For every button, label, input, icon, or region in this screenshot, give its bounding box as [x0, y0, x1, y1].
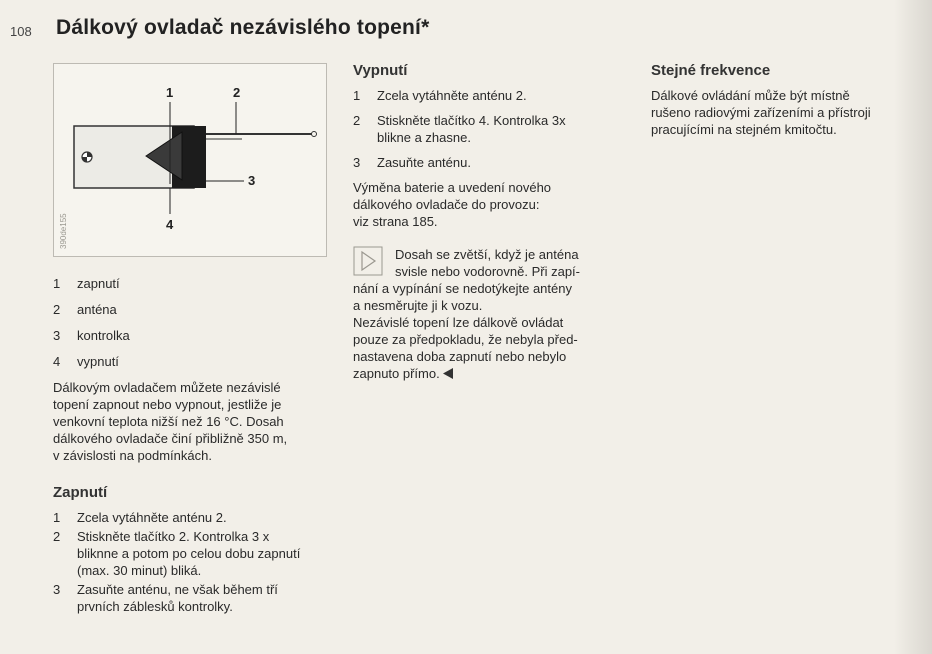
- step-item: 2 Stiskněte tlačítko 4. Kontrolka 3x blikne a zhasne.: [353, 113, 566, 145]
- note-paragraph: Dosah se zvětší, když je anténa svisle nebo vodorovně. Při zapí- nání a vypínání se nedotýkejte antény a nesměrujte ji k vozu. Nezávislé topení lze dálkově ovládat pouze za předpokladu, že nebyla před- nastavena doba zapnutí nebo nebylo zapnuto přímo.: [353, 247, 580, 381]
- right-column: [651, 62, 901, 138]
- remote-control-figure: [53, 63, 327, 257]
- step-item: 3 Zasuňte anténu.: [353, 155, 471, 170]
- legend-item: 1 zapnutí: [53, 276, 120, 291]
- step-item: 1 Zcela vytáhněte anténu 2.: [53, 510, 227, 525]
- figure-code: 390de155: [59, 213, 68, 249]
- legend-item: 4 vypnutí: [53, 354, 119, 369]
- step-item: 3 Zasuňte anténu, ne však během tří prvních záblesků kontrolky.: [53, 582, 278, 614]
- vypnuti-steps: [353, 87, 625, 171]
- battery-paragraph: Výměna baterie a uvedení nového dálkového ovladače do provozu: viz strana 185.: [353, 180, 552, 229]
- zapnuti-heading: Zapnutí: [53, 484, 108, 501]
- stejne-paragraph: Dálkové ovládání může být místně rušeno radiovými zařízeními a přístroji pracujícími na stejném kmitočtu.: [651, 88, 871, 137]
- remote-control-illustration: [54, 64, 326, 256]
- step-item: 1 Zcela vytáhněte anténu 2.: [353, 88, 527, 103]
- vypnuti-heading: Vypnutí: [353, 62, 408, 79]
- middle-column: [353, 62, 625, 382]
- left-column: [53, 275, 338, 623]
- intro-paragraph: Dálkovým ovladačem můžete nezávislé topení zapnout nebo vypnout, jestliže je venkovní teplota nižší než 16 °C. Dosah dálkového ovladače činí přibližně 350 m, v závislosti na podmínkách.: [53, 380, 288, 463]
- callout-3: 3: [248, 173, 256, 188]
- end-marker-icon: [443, 368, 453, 379]
- antenna-tip: [312, 132, 317, 137]
- bmw-logo-icon: [82, 152, 92, 162]
- legend-list: [53, 275, 338, 370]
- step-item: 2 Stiskněte tlačítko 2. Kontrolka 3 x bliknne a potom po celou dobu zapnutí (max. 30 minut) bliká.: [53, 529, 301, 578]
- zapnuti-steps: [53, 509, 338, 615]
- stejne-heading: Stejné frekvence: [651, 62, 771, 79]
- page-number: 108: [10, 24, 32, 39]
- callout-2: 2: [233, 85, 241, 100]
- page-title: Dálkový ovladač nezávislého topení*: [56, 16, 430, 39]
- callout-4: 4: [166, 217, 174, 232]
- note-triangle-icon: [353, 246, 383, 276]
- legend-item: 2 anténa: [53, 302, 117, 317]
- callout-1: 1: [166, 85, 174, 100]
- legend-item: 3 kontrolka: [53, 328, 130, 343]
